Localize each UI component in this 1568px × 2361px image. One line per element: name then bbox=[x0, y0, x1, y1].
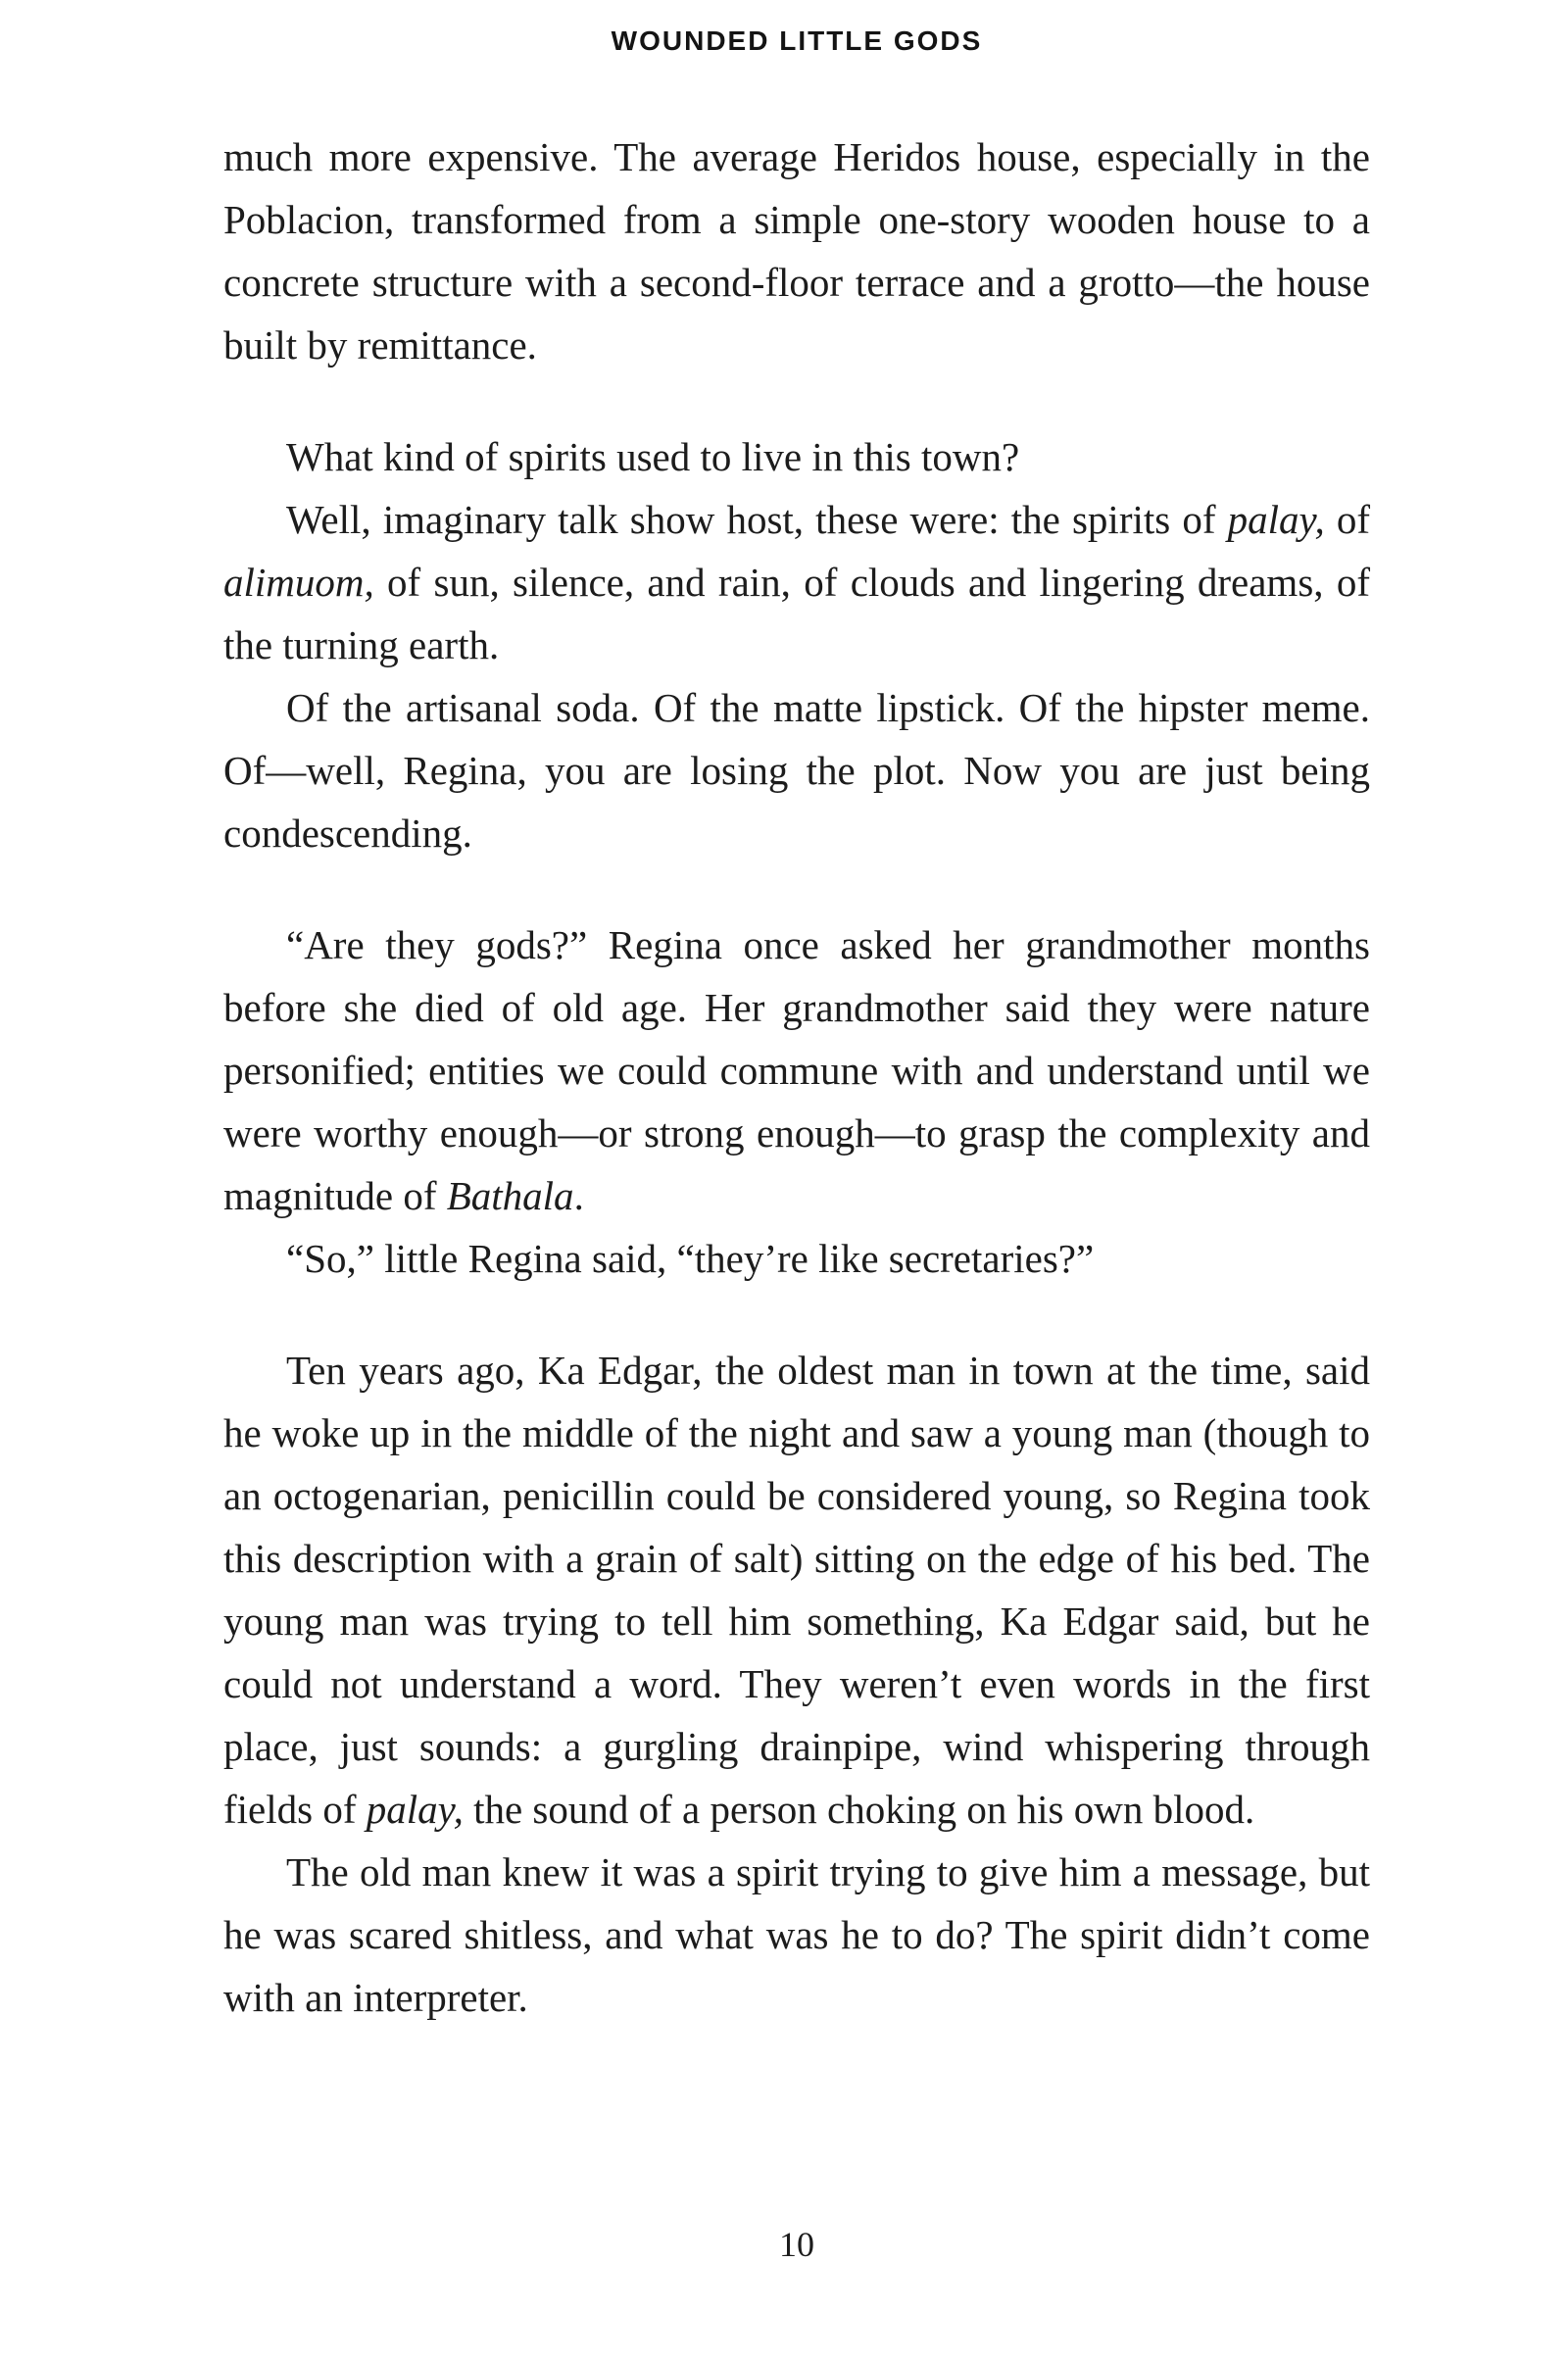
text-run: What kind of spirits used to live in this town? bbox=[286, 434, 1020, 479]
text-run: of bbox=[1324, 497, 1371, 542]
italic-text-run: Bathala bbox=[446, 1173, 574, 1218]
paragraph bbox=[223, 1841, 1370, 2029]
text-run: . bbox=[573, 1173, 584, 1218]
text-run: of sun, silence, and rain, of clouds and lingering dreams, of the turning earth. bbox=[223, 560, 1370, 667]
body-text-block bbox=[223, 125, 1370, 2029]
text-run: Well, imaginary talk show host, these were: the spirits of bbox=[286, 497, 1228, 542]
text-run: much more expensive. The average Heridos house, especially in the Poblacion, transformed from a simple one-story wooden house to a concrete structure with a second-floor terrace and a grotto—the house built by remittance. bbox=[223, 134, 1370, 368]
paragraph bbox=[223, 425, 1370, 488]
text-run: The old man knew it was a spirit trying to give him a message, but he was scared shitless, and what was he to do? The spirit didn’t come with an interpreter. bbox=[223, 1849, 1370, 2020]
paragraph bbox=[223, 1227, 1370, 1290]
page-number: 10 bbox=[779, 2225, 814, 2264]
text-run: “Are they gods?” Regina once asked her grandmother months before she died of old age. Her grandmother said they were nature personified; entities we could commune with and understand until we were worthy enough—or strong enough—to grasp the complexity and magnitude of bbox=[223, 922, 1370, 1218]
italic-text-run: palay, bbox=[366, 1787, 464, 1832]
paragraph bbox=[223, 676, 1370, 864]
paragraph bbox=[223, 1339, 1370, 1841]
paragraph bbox=[223, 125, 1370, 376]
text-run: Ten years ago, Ka Edgar, the oldest man in town at the time, said he woke up in the middle of the night and saw a young man (though to an octogenarian, penicillin could be considered young, so Regina took this description with a grain of salt) sitting on the edge of his bed. The young man was trying to tell him something, Ka Edgar said, but he could not understand a word. They weren’t even words in the first place, just sounds: a gurgling drainpipe, wind whispering through fields of bbox=[223, 1348, 1370, 1832]
text-run: Of the artisanal soda. Of the matte lipstick. Of the hipster meme. Of—well, Regina, you are losing the plot. Now you are just being condescending. bbox=[223, 685, 1370, 856]
italic-text-run: alimuom, bbox=[223, 560, 374, 605]
italic-text-run: palay, bbox=[1227, 497, 1325, 542]
paragraph bbox=[223, 488, 1370, 676]
text-run: “So,” little Regina said, “they’re like secretaries?” bbox=[286, 1236, 1095, 1281]
text-run: the sound of a person choking on his own blood. bbox=[463, 1787, 1255, 1832]
paragraph bbox=[223, 913, 1370, 1227]
running-header: WOUNDED LITTLE GODS bbox=[611, 25, 983, 56]
